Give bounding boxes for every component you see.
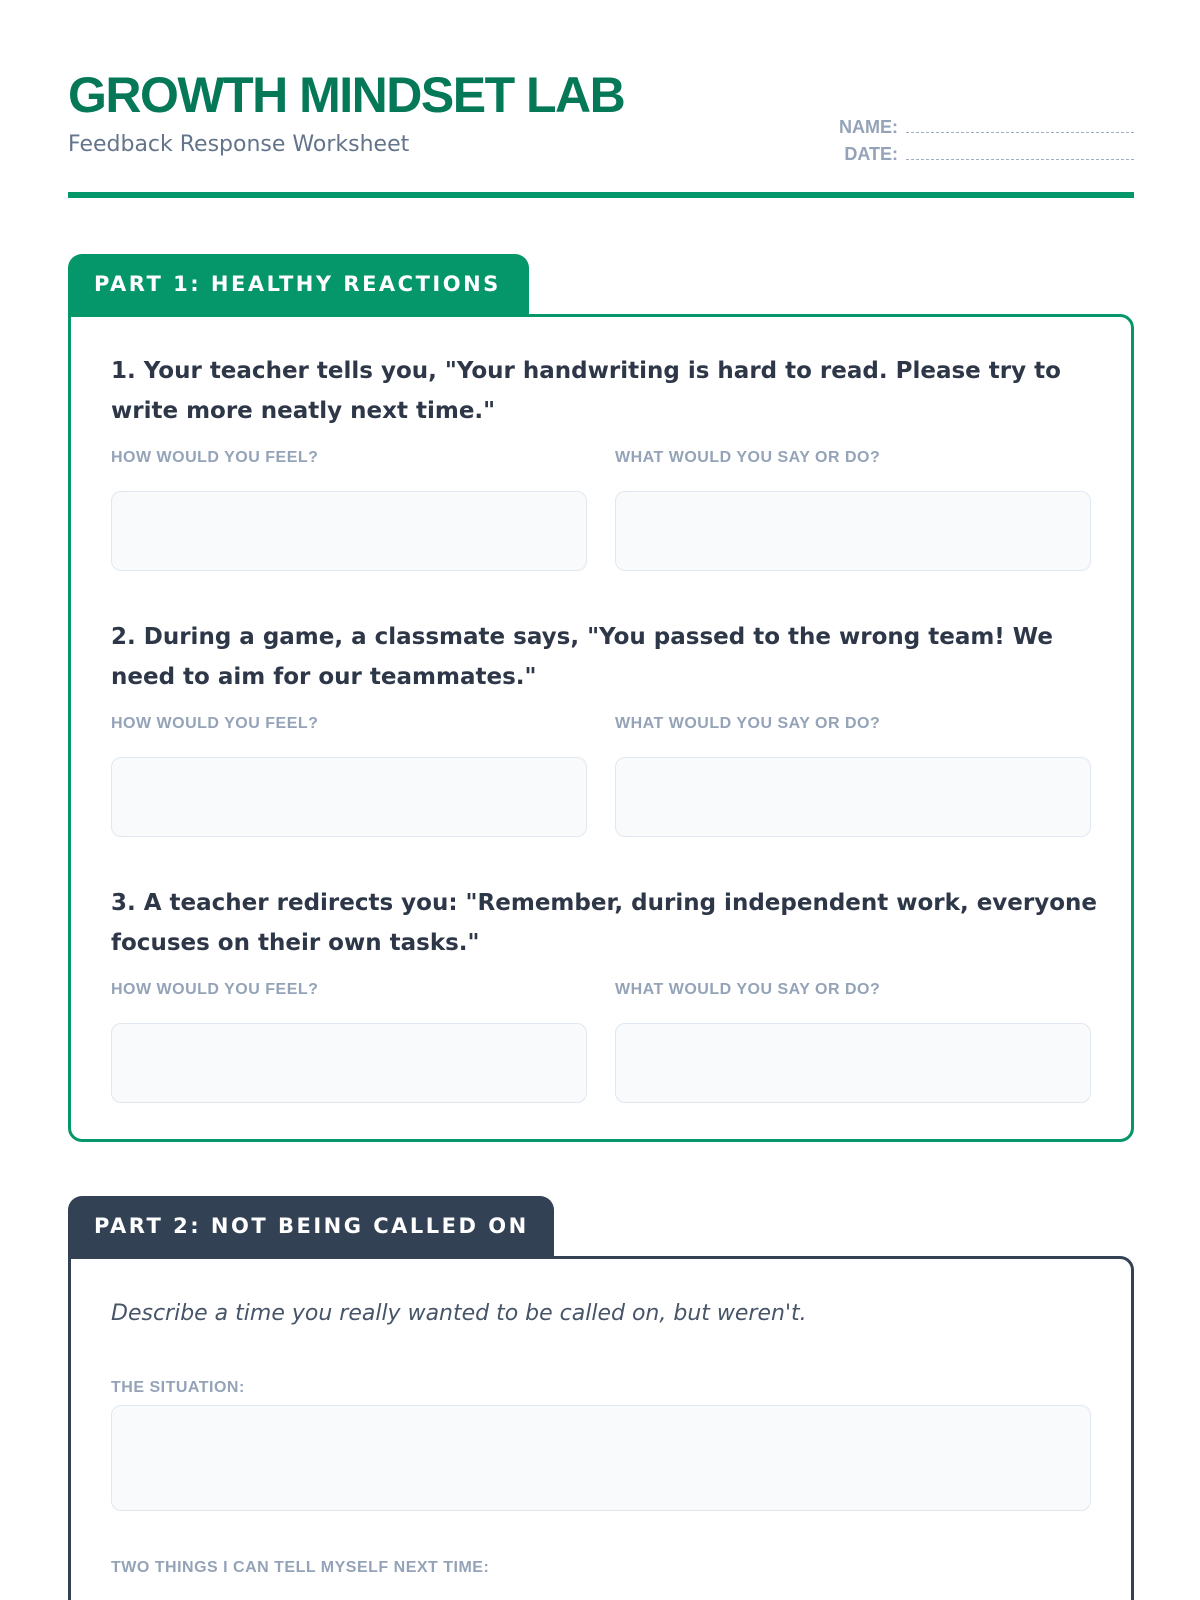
feel-label: HOW WOULD YOU FEEL? bbox=[111, 981, 319, 998]
name-field[interactable] bbox=[824, 116, 1134, 143]
feel-answer-box[interactable] bbox=[111, 1023, 587, 1103]
worksheet-title: GROWTH MINDSET LAB bbox=[68, 67, 625, 123]
header-divider bbox=[68, 192, 1134, 198]
part1-section bbox=[68, 314, 1134, 1142]
name-label: NAME: bbox=[839, 117, 898, 137]
question-text: 2. During a game, a classmate says, "You passed to the wrong team! We need to aim for our teammates." bbox=[111, 624, 1053, 690]
situation-label: THE SITUATION: bbox=[111, 1379, 245, 1396]
do-label: WHAT WOULD YOU SAY OR DO? bbox=[615, 449, 881, 466]
worksheet-header bbox=[68, 64, 1134, 204]
name-blank-line[interactable] bbox=[906, 116, 1134, 133]
do-answer-box[interactable] bbox=[615, 491, 1091, 571]
question-2 bbox=[111, 617, 1101, 837]
name-date-fields bbox=[824, 116, 1134, 170]
feel-answer-box[interactable] bbox=[111, 491, 587, 571]
situation-answer-box[interactable] bbox=[111, 1405, 1091, 1511]
do-answer-box[interactable] bbox=[615, 757, 1091, 837]
feel-label: HOW WOULD YOU FEEL? bbox=[111, 449, 319, 466]
do-answer-box[interactable] bbox=[615, 1023, 1091, 1103]
feel-answer-box[interactable] bbox=[111, 757, 587, 837]
part2-tab: PART 2: NOT BEING CALLED ON bbox=[68, 1196, 554, 1258]
do-label: WHAT WOULD YOU SAY OR DO? bbox=[615, 715, 881, 732]
question-3 bbox=[111, 883, 1101, 1103]
question-text: 3. A teacher redirects you: "Remember, during independent work, everyone focuses on their own tasks." bbox=[111, 890, 1097, 956]
worksheet-subtitle: Feedback Response Worksheet bbox=[68, 132, 410, 157]
question-text: 1. Your teacher tells you, "Your handwriting is hard to read. Please try to write more neatly next time." bbox=[111, 358, 1061, 424]
part1-tab: PART 1: HEALTHY REACTIONS bbox=[68, 254, 529, 316]
do-label: WHAT WOULD YOU SAY OR DO? bbox=[615, 981, 881, 998]
date-label: DATE: bbox=[844, 144, 898, 164]
part2-section bbox=[68, 1256, 1134, 1600]
feel-label: HOW WOULD YOU FEEL? bbox=[111, 715, 319, 732]
tell-myself-label: TWO THINGS I CAN TELL MYSELF NEXT TIME: bbox=[111, 1559, 490, 1576]
question-1 bbox=[111, 351, 1101, 571]
part2-prompt: Describe a time you really wanted to be called on, but weren't. bbox=[111, 1301, 807, 1326]
date-field[interactable] bbox=[824, 143, 1134, 170]
date-blank-line[interactable] bbox=[906, 143, 1134, 160]
